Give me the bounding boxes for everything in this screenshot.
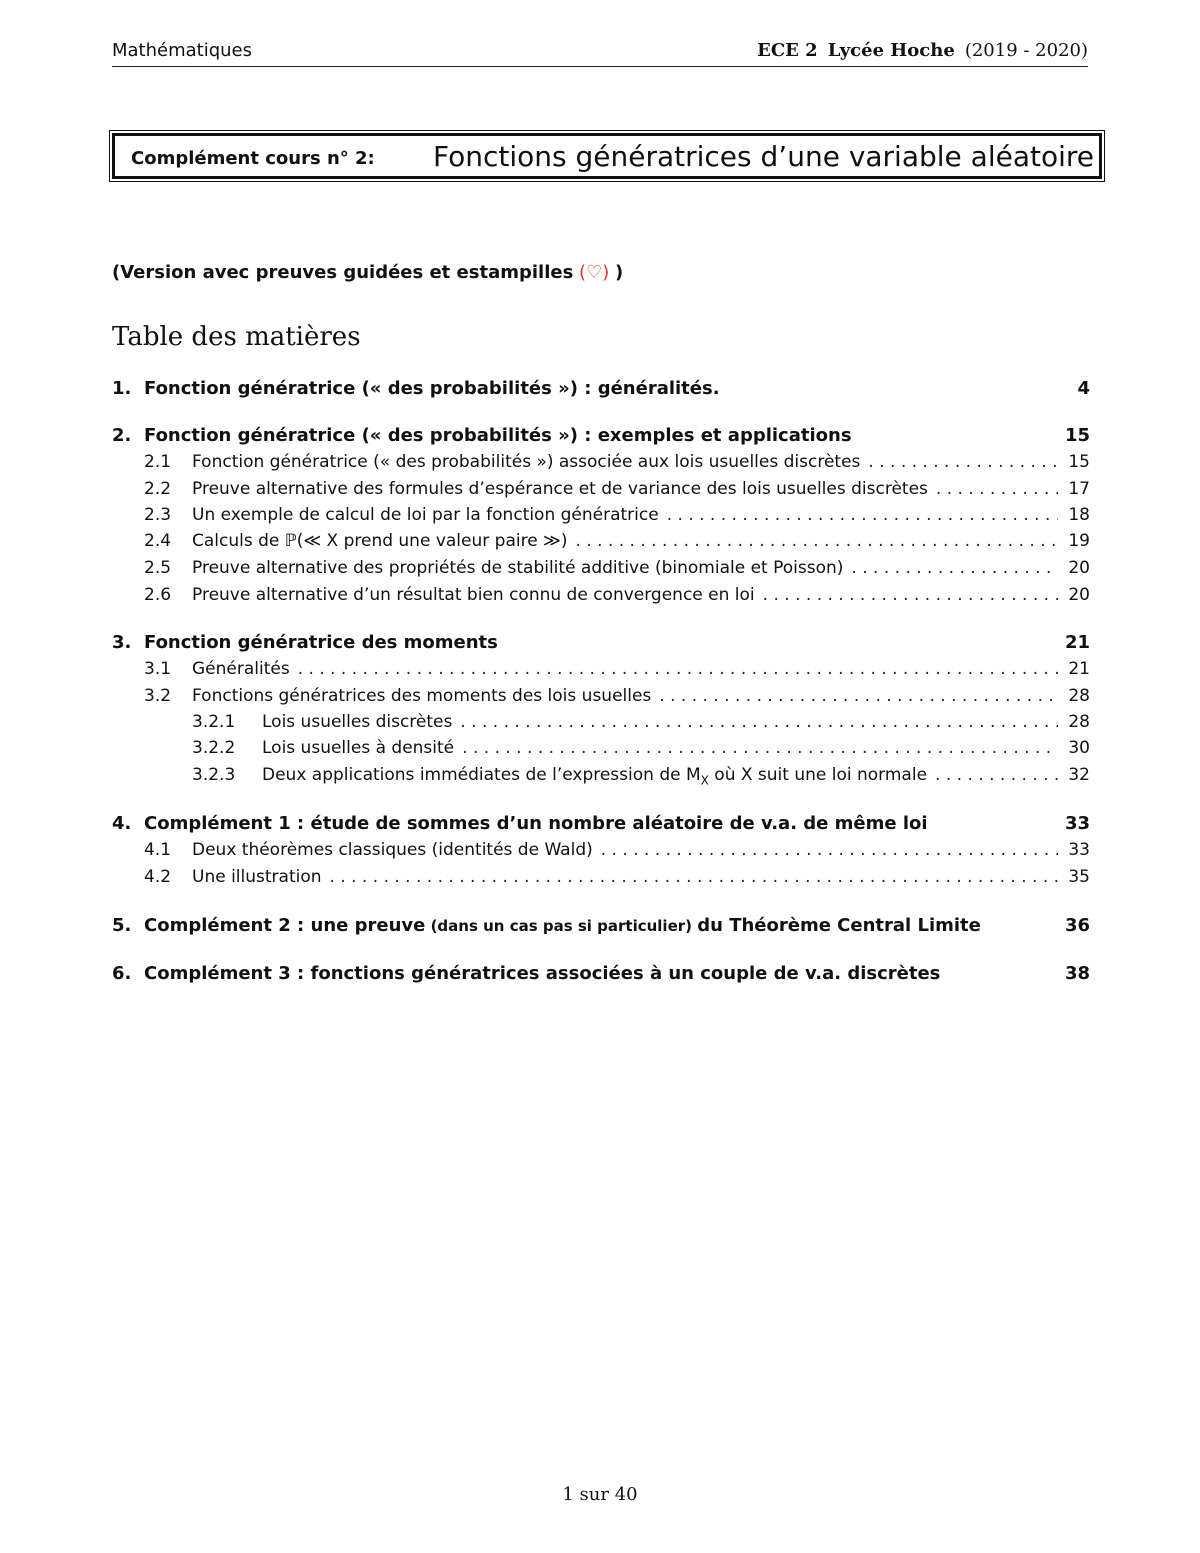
toc-text: Deux théorèmes classiques (identités de Wald) [192, 840, 593, 860]
toc-page: 36 [1064, 915, 1090, 936]
toc-entry-2-5[interactable] [112, 558, 1090, 584]
toc-page: 20 [1068, 558, 1090, 578]
toc-leader [868, 452, 1058, 472]
toc-text [262, 765, 927, 787]
toc-number: 3. [112, 632, 132, 653]
header-class-info [757, 40, 1088, 61]
toc-entry-3-2-2[interactable] [112, 738, 1090, 764]
toc-entry-3[interactable] [112, 632, 1090, 658]
toc-page: 30 [1068, 738, 1090, 758]
toc-entry-2-1[interactable] [112, 452, 1090, 478]
toc-entry-2-2[interactable] [112, 479, 1090, 505]
toc-text: Preuve alternative des formules d’espérance et de variance des lois usuelles discrètes [192, 479, 928, 499]
toc-page: 18 [1068, 505, 1090, 525]
toc-leader [763, 585, 1058, 605]
toc-entry-2-6[interactable] [112, 585, 1090, 611]
toc-number: 3.1 [144, 659, 172, 679]
toc-text-part: (dans un cas pas si particulier) [425, 917, 698, 935]
toc-leader [330, 867, 1058, 887]
toc-number: 4.1 [144, 840, 172, 860]
toc-page: 21 [1068, 659, 1090, 679]
toc-text: Complément 3 : fonctions génératrices associées à un couple de v.a. discrètes [144, 963, 941, 984]
toc-entry-6[interactable] [112, 963, 1090, 989]
toc-number: 4. [112, 813, 132, 834]
header-years: (2019 - 2020) [964, 40, 1088, 61]
toc-leader [576, 531, 1059, 551]
toc-page: 17 [1068, 479, 1090, 499]
toc-number: 5. [112, 915, 132, 936]
toc-text: Fonction génératrice des moments [144, 632, 498, 653]
toc-text: Complément 1 : étude de sommes d’un nombre aléatoire de v.a. de même loi [144, 813, 928, 834]
toc-number: 2.6 [144, 585, 172, 605]
toc-text: Calculs de ℙ(≪ X prend une valeur paire ≫) [192, 531, 568, 551]
toc-number: 1. [112, 378, 132, 399]
toc-entry-1[interactable] [112, 378, 1090, 404]
header-subject: Mathématiques [112, 40, 253, 61]
toc-entry-2-4[interactable] [112, 531, 1090, 557]
toc-entry-3-2[interactable] [112, 686, 1090, 712]
subscript-x: X [700, 773, 709, 788]
toc-page: 32 [1068, 765, 1090, 785]
toc-leader [659, 686, 1058, 706]
heart-icon: (♡) [579, 262, 610, 283]
toc-text-part: du Théorème Central Limite [697, 915, 981, 936]
toc-leader [460, 712, 1058, 732]
toc-page: 33 [1064, 813, 1090, 834]
toc-text: Fonction génératrice (« des probabilités ») associée aux lois usuelles discrètes [192, 452, 861, 472]
toc-leader [667, 505, 1058, 525]
toc-text: Preuve alternative d’un résultat bien connu de convergence en loi [192, 585, 755, 605]
toc-leader [298, 659, 1058, 679]
toc-page: 4 [1077, 378, 1090, 399]
toc-page: 15 [1068, 452, 1090, 472]
toc-text-part: Deux applications immédiates de l’expression de M [262, 765, 701, 785]
toc-entry-2[interactable] [112, 425, 1090, 451]
toc-number: 2.5 [144, 558, 172, 578]
toc-entry-3-2-3[interactable] [112, 765, 1090, 791]
toc-page: 20 [1068, 585, 1090, 605]
toc-number: 3.2 [144, 686, 172, 706]
toc-page: 33 [1068, 840, 1090, 860]
toc-text-part: Complément 2 : une preuve [144, 915, 426, 936]
toc-text: Généralités [192, 659, 290, 679]
toc-text: Fonction génératrice (« des probabilités ») : exemples et applications [144, 425, 852, 446]
toc-number: 2.4 [144, 531, 172, 551]
toc-number: 2.2 [144, 479, 172, 499]
document-title: Fonctions génératrices d’une variable aléatoire [433, 140, 1095, 173]
toc-page: 38 [1064, 963, 1090, 984]
toc-leader [462, 738, 1058, 758]
toc-text: Lois usuelles discrètes [262, 712, 453, 732]
toc-text: Lois usuelles à densité [262, 738, 455, 758]
toc-text-part: où X suit une loi normale [708, 765, 928, 785]
toc-text: Fonctions génératrices des moments des lois usuelles [192, 686, 652, 706]
toc-page: 21 [1064, 632, 1090, 653]
toc-leader [936, 479, 1058, 499]
toc-number: 3.2.3 [192, 765, 236, 785]
toc-page: 15 [1064, 425, 1090, 446]
toc-entry-4-1[interactable] [112, 840, 1090, 866]
toc-text: Un exemple de calcul de loi par la fonction génératrice [192, 505, 659, 525]
toc-entry-5[interactable] [112, 915, 1090, 941]
toc-entry-3-1[interactable] [112, 659, 1090, 685]
header-class: ECE 2 [757, 40, 818, 61]
header-school: Lycée Hoche [827, 40, 955, 61]
toc-page: 19 [1068, 531, 1090, 551]
toc-number: 3.2.1 [192, 712, 236, 732]
toc-entry-4-2[interactable] [112, 867, 1090, 893]
version-note [112, 262, 623, 283]
toc-number: 2.3 [144, 505, 172, 525]
page-number: 1 sur 40 [562, 1484, 638, 1505]
toc-entry-3-2-1[interactable] [112, 712, 1090, 738]
toc-number: 2. [112, 425, 132, 446]
toc-number: 4.2 [144, 867, 172, 887]
toc-page: 35 [1068, 867, 1090, 887]
toc-leader [601, 840, 1058, 860]
toc-page: 28 [1068, 686, 1090, 706]
toc-text: Preuve alternative des propriétés de stabilité additive (binomiale et Poisson) [192, 558, 844, 578]
version-prefix: (Version avec preuves guidées et estampilles [112, 262, 574, 283]
version-suffix: ) [614, 262, 624, 283]
page-header [112, 40, 1088, 67]
toc-number: 2.1 [144, 452, 172, 472]
toc-entry-2-3[interactable] [112, 505, 1090, 531]
toc-text [144, 915, 981, 936]
toc-leader [851, 558, 1058, 578]
toc-heading: Table des matières [112, 322, 361, 352]
course-label: Complément cours n° 2: [131, 148, 375, 169]
toc-text: Fonction génératrice (« des probabilités ») : généralités. [144, 378, 720, 399]
toc-text: Une illustration [192, 867, 322, 887]
toc-number: 6. [112, 963, 132, 984]
toc-page: 28 [1068, 712, 1090, 732]
title-box [112, 133, 1102, 179]
toc-leader [935, 765, 1058, 785]
toc-number: 3.2.2 [192, 738, 236, 758]
toc-entry-4[interactable] [112, 813, 1090, 839]
